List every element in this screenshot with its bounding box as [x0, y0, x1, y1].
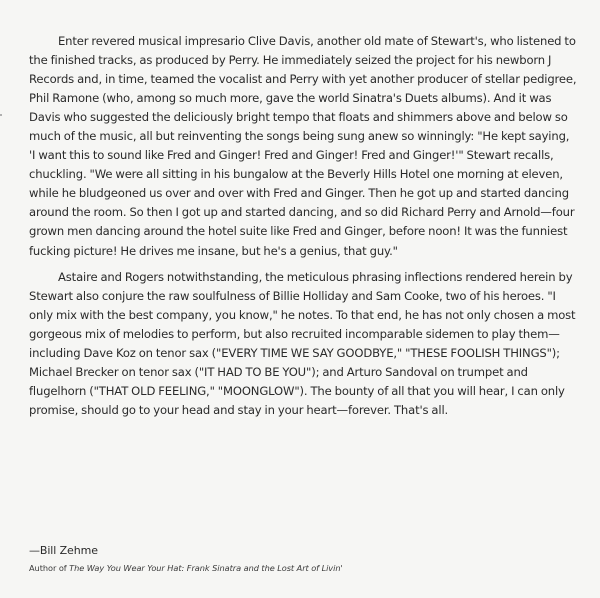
author-book-title: The Way You Wear Your Hat: Frank Sinatra and the Lost Art of Livin'	[69, 563, 343, 573]
paragraph-clive-davis: Enter revered musical impresario Clive Davis, another old mate of Stewart's, who listened to the finished tracks, as produced by Perry. He immediately seized the project for his newborn J Records and, in time, teamed the vocalist and Perry with yet another producer of stellar pedigree, Phil Ramone (who, among so much more, gave the world Sinatra's Duets albums). And it was Davis who suggested the deliciously bright tempo that floats and shimmers above and below so much of the music, all but reinventing the songs being sung anew so winningly: "He kept saying, 'I want this to sound like Fred and Ginger! Fred and Ginger! Fred and Ginger!'" Stewart recalls, chuckling. "We were all sitting in his bungalow at the Beverly Hills Hotel one morning at eleven, while he bludgeoned us over and over with Fred and Ginger. Then he got up and started dancing around the room. So then I got up and started dancing, and so did Richard Perry and Arnold—four grown men dancing around the hotel suite like Fred and Ginger, before noon! It was the funniest fucking picture! He drives me insane, but he's a genius, that guy."	[29, 34, 577, 258]
author-credit	[29, 563, 343, 574]
paragraph-astaire-rogers: Astaire and Rogers notwithstanding, the meticulous phrasing inflections rendered herein by Stewart also conjure the raw soulfulness of Billie Holliday and Sam Cooke, two of his heroes. "I only mix with the best company, you know," he notes. To that end, he has not only chosen a most gorgeous mix of melodies to perform, but also recruited incomparable sidemen to play them—including Dave Koz on tenor sax ("EVERY TIME WE SAY GOODBYE," "THESE FOOLISH THINGS"); Michael Brecker on tenor sax ("IT HAD TO BE YOU"); and Arturo Sandoval on trumpet and flugelhorn ("THAT OLD FEELING," "MOONGLOW"). The bounty of all that you will hear, I can only promise, should go to your head and stay in your heart—forever. That's all.	[29, 269, 576, 417]
author-signature: —Bill Zehme	[29, 544, 98, 557]
author-credit-prefix: Author of	[29, 563, 70, 573]
article-body	[29, 32, 577, 420]
page-edge-mark	[0, 114, 2, 116]
